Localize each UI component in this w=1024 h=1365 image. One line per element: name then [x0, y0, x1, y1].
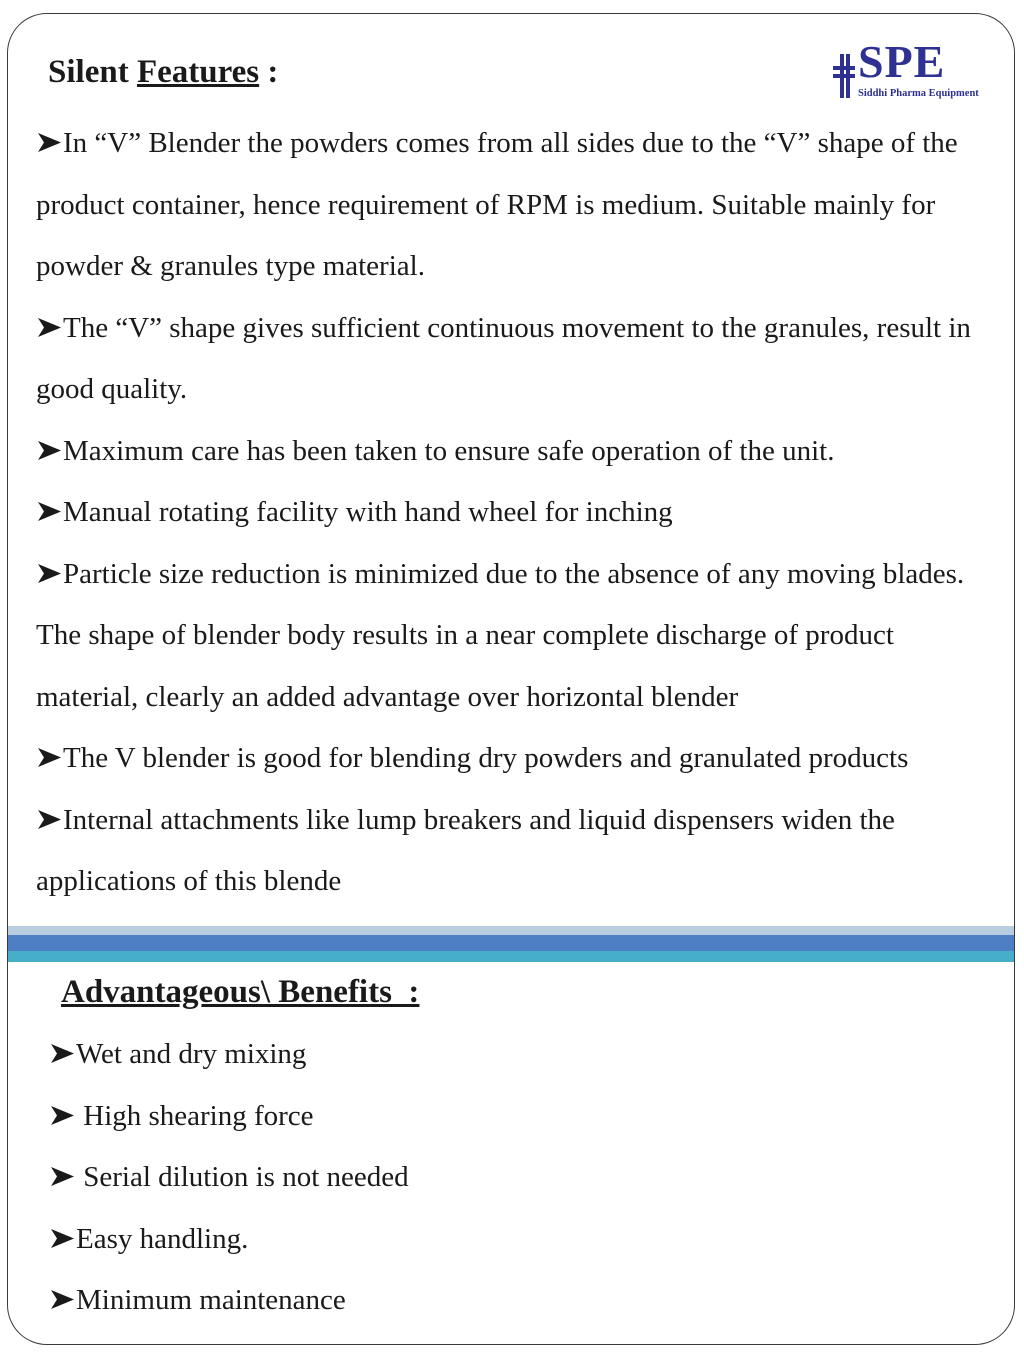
divider-band-light [8, 926, 1015, 935]
feature-item: Manual rotating facility with hand wheel for inching [36, 482, 996, 544]
feature-item: In “V” Blender the powders comes from all sides due to the “V” shape of the product container, hence requirement of RPM is medium. Suitable mainly for powder & granules type material. [36, 127, 958, 282]
benefits-list [49, 1024, 409, 1332]
arrowhead-bullet-icon [36, 132, 63, 153]
benefits-heading: Advantageous\ Benefits : [61, 974, 420, 1010]
feature-item: Internal attachments like lump breakers and liquid dispensers widen the applications of this blende [36, 803, 895, 897]
feature-item: The “V” shape gives sufficient continuous movement to the granules, result in good quality. [36, 311, 971, 405]
arrowhead-bullet-icon [36, 501, 63, 522]
arrowhead-bullet-icon [36, 440, 63, 461]
logo-name: SPE [858, 36, 946, 87]
benefit-item: Wet and dry mixing [49, 1024, 409, 1086]
arrowhead-bullet-icon [36, 563, 63, 584]
feature-item: Maximum care has been taken to ensure safe operation of the unit. [36, 421, 996, 483]
divider-band-teal [8, 951, 1015, 962]
arrowhead-bullet-icon [49, 1043, 76, 1064]
features-heading: Silent Features : [48, 54, 279, 90]
feature-item: The V blender is good for blending dry powders and granulated products [36, 728, 996, 790]
divider-band-blue [8, 935, 1015, 951]
arrowhead-bullet-icon [36, 747, 63, 768]
arrowhead-bullet-icon [49, 1228, 76, 1249]
spe-logo [830, 36, 990, 104]
benefit-item: Easy handling. [49, 1209, 409, 1271]
spe-logo-mark-icon [830, 40, 858, 100]
benefit-item: Serial dilution is not needed [49, 1147, 409, 1209]
slide [7, 13, 1015, 1345]
arrowhead-bullet-icon [36, 317, 63, 338]
arrowhead-bullet-icon [49, 1289, 76, 1310]
features-heading-underlined: Features [136, 54, 260, 90]
section-divider [8, 926, 1015, 962]
arrowhead-bullet-icon [49, 1105, 76, 1126]
arrowhead-bullet-icon [36, 809, 63, 830]
benefit-item: Minimum maintenance [49, 1270, 409, 1332]
benefit-item: High shearing force [49, 1086, 409, 1148]
logo-tagline: Siddhi Pharma Equipment [858, 88, 979, 99]
arrowhead-bullet-icon [49, 1166, 76, 1187]
features-list [36, 113, 996, 913]
feature-item: Particle size reduction is minimized due to the absence of any moving blades. The shape of blender body results in a near complete discharge of product material, clearly an added advantage over horizontal blender [36, 557, 965, 713]
